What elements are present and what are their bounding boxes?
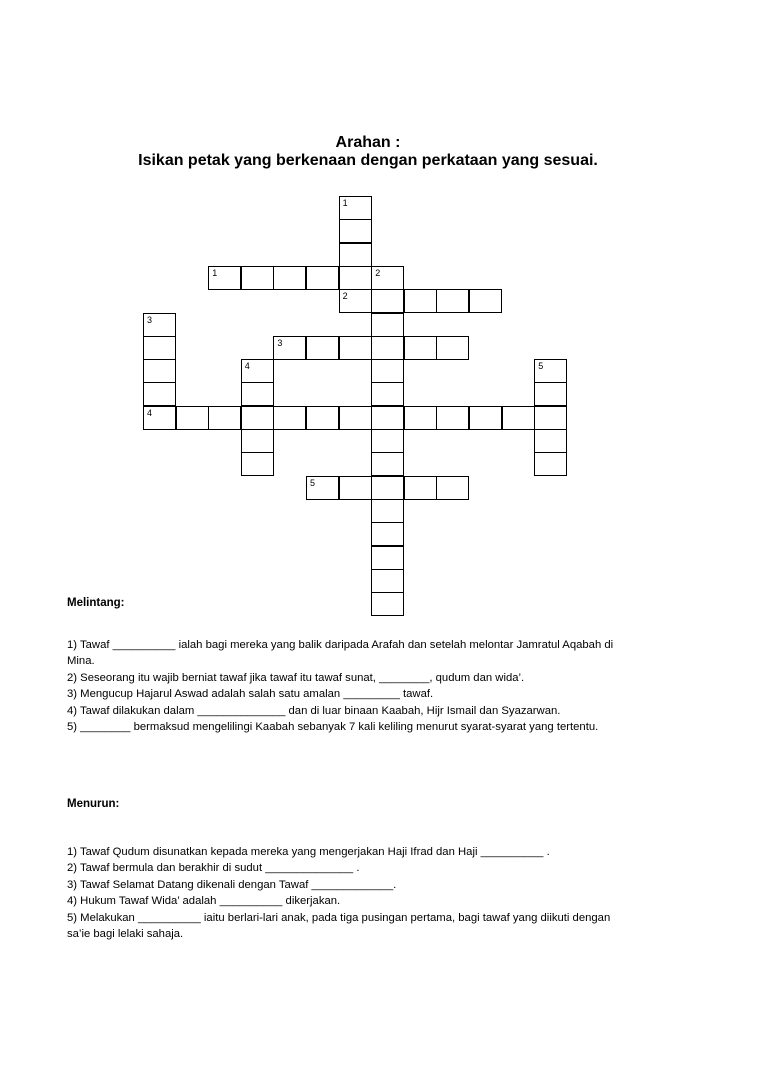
- crossword-cell[interactable]: [371, 429, 404, 453]
- crossword-cell[interactable]: [143, 336, 176, 360]
- crossword-cell[interactable]: [241, 266, 274, 290]
- crossword-cell[interactable]: [371, 289, 404, 313]
- clue-number: 1: [342, 198, 348, 208]
- melintang-heading: Melintang:: [67, 597, 125, 609]
- crossword-cell[interactable]: [273, 406, 306, 430]
- instruction-text: Isikan petak yang berkenaan dengan perkataan yang sesuai.: [138, 152, 598, 169]
- crossword-cell[interactable]: [339, 266, 372, 290]
- crossword-cell[interactable]: [371, 382, 404, 406]
- clue-number: 5: [310, 477, 316, 488]
- crossword-cell[interactable]: [273, 336, 306, 360]
- crossword-cell[interactable]: [371, 452, 404, 476]
- crossword-cell[interactable]: [143, 359, 176, 383]
- crossword-cell[interactable]: [306, 406, 339, 430]
- crossword-cell[interactable]: [534, 359, 567, 383]
- crossword-cell[interactable]: [143, 406, 176, 430]
- crossword-cell[interactable]: [371, 476, 404, 500]
- melintang-clues: [67, 637, 627, 735]
- menurun-clue-2: 2) Tawaf bermula dan berakhir di sudut ______________ .: [67, 862, 360, 875]
- clue-number: 3: [277, 337, 283, 348]
- clue-number: 4: [244, 361, 250, 372]
- menurun-clue-5: 5) Melakukan __________ iaitu berlari-lari anak, pada tiga pusingan pertama, bagi tawaf yang diikuti dengan sa’ie bagi lelaki sahaja.: [67, 911, 611, 941]
- instruction-heading: Arahan :: [335, 134, 401, 151]
- crossword-cell[interactable]: [502, 406, 535, 430]
- crossword-cell[interactable]: [371, 499, 404, 523]
- crossword-cell[interactable]: [371, 546, 404, 570]
- crossword-cell[interactable]: [469, 406, 502, 430]
- menurun-clue-4: 4) Hukum Tawaf Wida’ adalah __________ dikerjakan.: [67, 895, 341, 908]
- crossword-cell[interactable]: [339, 219, 372, 243]
- crossword-cell[interactable]: [339, 243, 372, 267]
- clue-number: 3: [147, 314, 153, 325]
- melintang-clue-2: 2) Seseorang itu wajib berniat tawaf jika tawaf itu tawaf sunat, ________, qudum dan wida’.: [67, 671, 525, 684]
- crossword-cell[interactable]: [306, 336, 339, 360]
- crossword-cell[interactable]: [208, 266, 241, 290]
- crossword-cell[interactable]: [339, 476, 372, 500]
- crossword-cell[interactable]: [371, 592, 404, 616]
- menurun-clue-3: 3) Tawaf Selamat Datang dikenali dengan Tawaf _____________.: [67, 878, 397, 891]
- crossword-cell[interactable]: [534, 406, 567, 430]
- crossword-cell[interactable]: [339, 336, 372, 360]
- melintang-clue-1: 1) Tawaf __________ ialah bagi mereka yang balik daripada Arafah dan setelah melontar Jamratul Aqabah di Mina.: [67, 639, 614, 668]
- crossword-cell[interactable]: [273, 266, 306, 290]
- crossword-cell[interactable]: [534, 452, 567, 476]
- crossword-cell[interactable]: [241, 406, 274, 430]
- crossword-cell[interactable]: [436, 289, 469, 313]
- crossword-cell[interactable]: [404, 476, 437, 500]
- crossword-cell[interactable]: [404, 289, 437, 313]
- menurun-clues: [67, 844, 627, 942]
- melintang-clue-3: 3) Mengucup Hajarul Aswad adalah salah satu amalan _________ tawaf.: [67, 688, 434, 701]
- clue-number: 2: [342, 291, 348, 302]
- crossword-cell[interactable]: [176, 406, 209, 430]
- crossword-cell[interactable]: [371, 522, 404, 546]
- crossword-cell[interactable]: [241, 429, 274, 453]
- crossword-cell[interactable]: [241, 382, 274, 406]
- crossword-cell[interactable]: [534, 429, 567, 453]
- crossword-cell[interactable]: [208, 406, 241, 430]
- crossword-cell[interactable]: [371, 569, 404, 593]
- crossword-cell[interactable]: [306, 266, 339, 290]
- melintang-clue-5: 5) ________ bermaksud mengelilingi Kaabah sebanyak 7 kali keliling menurut syarat-syarat yang tertentu.: [67, 721, 599, 734]
- crossword-cell[interactable]: [404, 406, 437, 430]
- melintang-clue-4: 4) Tawaf dilakukan dalam ______________ dan di luar binaan Kaabah, Hijr Ismail dan Syazarwan.: [67, 704, 561, 717]
- crossword-cell[interactable]: [339, 196, 372, 220]
- crossword-cell[interactable]: [143, 382, 176, 406]
- crossword-cell[interactable]: [436, 336, 469, 360]
- crossword-cell[interactable]: [469, 289, 502, 313]
- crossword-cell[interactable]: [306, 476, 339, 500]
- crossword-cell[interactable]: [371, 336, 404, 360]
- crossword-cell[interactable]: [534, 382, 567, 406]
- clue-number: 5: [538, 361, 544, 372]
- crossword-cell[interactable]: [371, 359, 404, 383]
- crossword-cell[interactable]: [371, 266, 404, 290]
- crossword-cell[interactable]: [371, 313, 404, 337]
- clue-number: 2: [375, 267, 381, 278]
- crossword-cell[interactable]: [404, 336, 437, 360]
- clue-number: 4: [147, 407, 153, 418]
- menurun-clue-1: 1) Tawaf Qudum disunatkan kepada mereka yang mengerjakan Haji Ifrad dan Haji __________ .: [67, 846, 550, 858]
- crossword-cell[interactable]: [436, 406, 469, 430]
- crossword-cell[interactable]: [143, 313, 176, 337]
- crossword-cell[interactable]: [241, 452, 274, 476]
- crossword-cell[interactable]: [241, 359, 274, 383]
- menurun-heading: Menurun:: [67, 798, 120, 810]
- crossword-cell[interactable]: [339, 406, 372, 430]
- crossword-cell[interactable]: [371, 406, 404, 430]
- crossword-cell[interactable]: [436, 476, 469, 500]
- crossword-cell[interactable]: [339, 289, 372, 313]
- clue-number: 1: [212, 267, 218, 278]
